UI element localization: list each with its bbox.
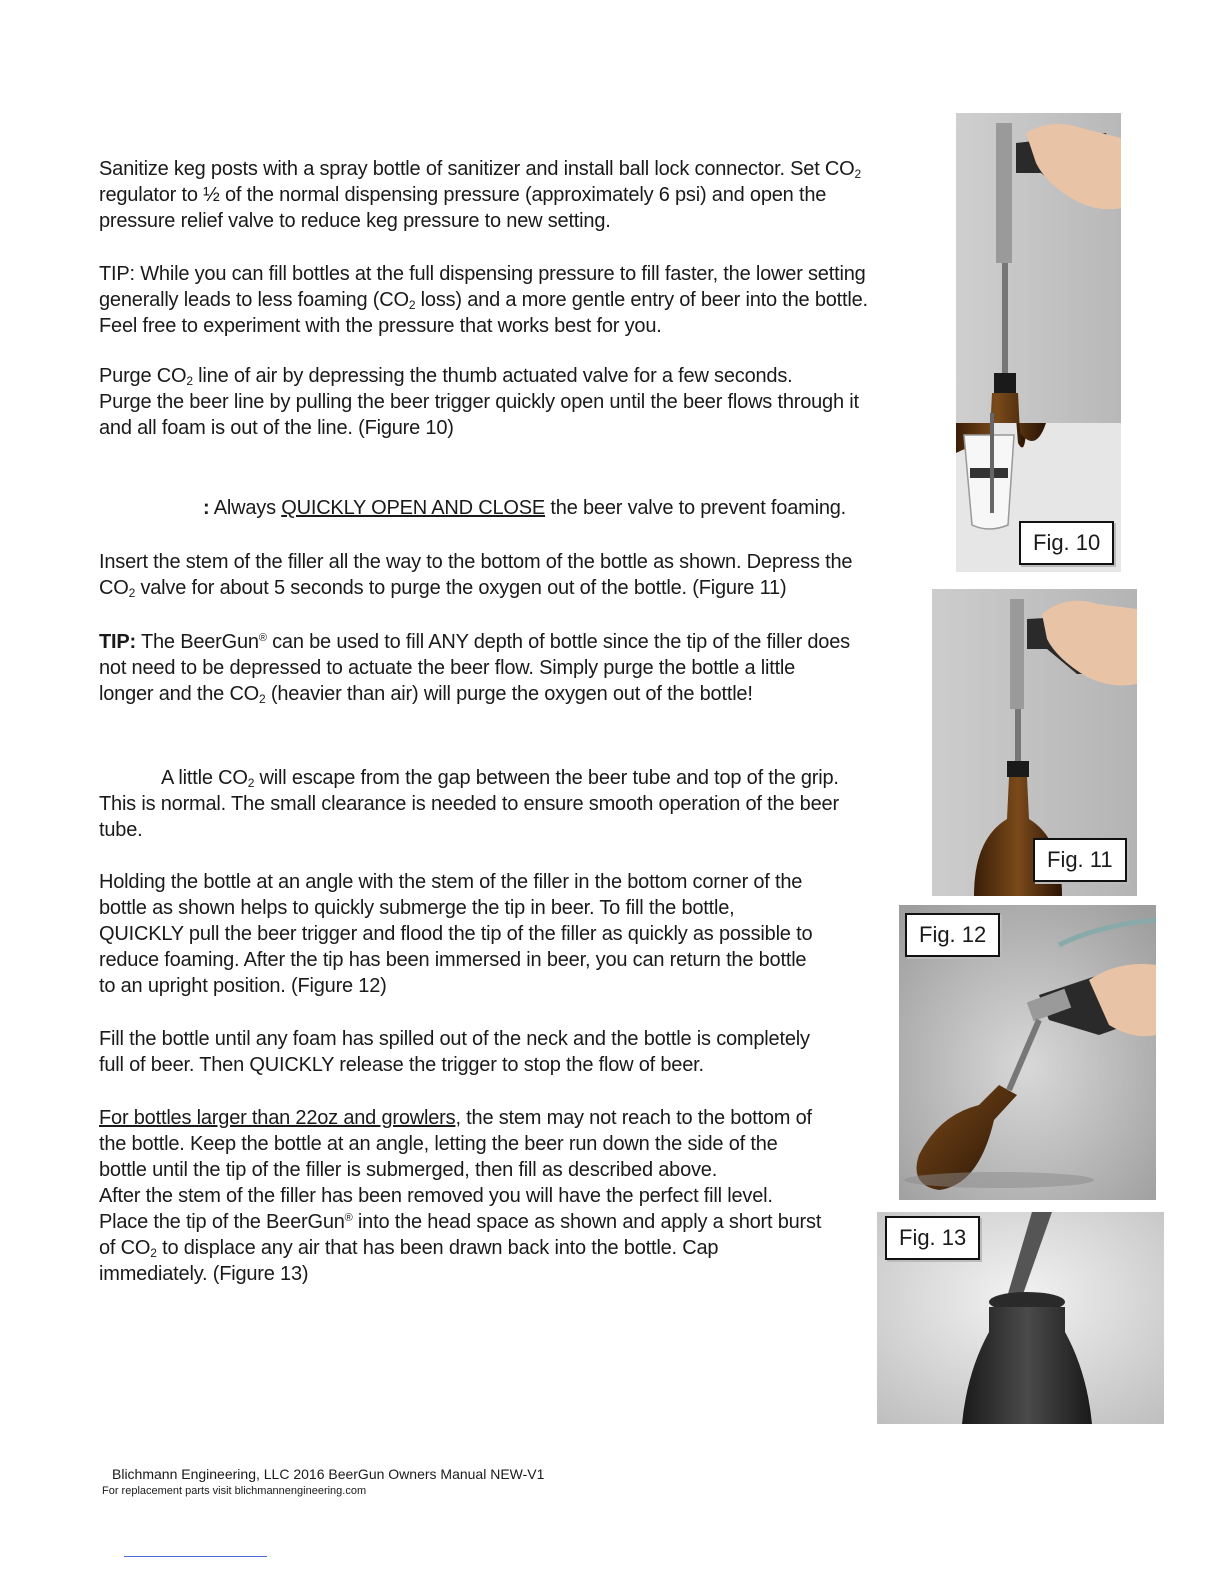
figure-12-label: Fig. 12 <box>905 913 1000 957</box>
text-line: bottle until the tip of the filler is submerged, then fill as described above. <box>99 1159 718 1181</box>
footer-company: Blichmann Engineering, LLC 2016 BeerGun Owners Manual NEW-V1 <box>112 1466 545 1482</box>
subscript: 2 <box>259 692 266 706</box>
text-run: of CO <box>99 1237 151 1259</box>
subscript: 2 <box>408 298 416 312</box>
registered-mark: ® <box>258 632 267 644</box>
figure-11-label: Fig. 11 <box>1033 838 1127 882</box>
text-run: CO <box>99 577 129 599</box>
text-run: , the stem may not reach to the bottom of <box>455 1107 812 1129</box>
text-run: to displace any air that has been drawn back into the bottle. Cap <box>156 1237 719 1259</box>
text-line: QUICKLY pull the beer trigger and flood the tip of the filler as quickly as possible to <box>99 923 813 945</box>
paragraph-escape <box>99 765 839 843</box>
text-line: to an upright position. (Figure 12) <box>99 975 387 997</box>
paragraph-tip-depth <box>99 629 850 707</box>
figure-10-label: Fig. 10 <box>1019 521 1114 565</box>
text-run: into the head space as shown and apply a short burst <box>352 1211 822 1233</box>
subscript: 2 <box>150 1246 157 1260</box>
footer-rule <box>124 1556 267 1557</box>
text-line: the bottle. Keep the bottle at an angle, letting the beer run down the side of the <box>99 1133 778 1155</box>
text-line: reduce foaming. After the tip has been immersed in beer, you can return the bottle <box>99 949 807 971</box>
paragraph-insert-stem <box>99 549 852 601</box>
text-run: Always <box>209 497 282 519</box>
text-run: (heavier than air) will purge the oxygen out of the bottle! <box>265 683 753 705</box>
figure-13-label: Fig. 13 <box>885 1216 980 1260</box>
text-line: bottle as shown helps to quickly submerge the tip in beer. To fill the bottle, <box>99 897 735 919</box>
paragraph-fill-bottle <box>99 1026 810 1078</box>
text-line: Holding the bottle at an angle with the stem of the filler in the bottom corner of the <box>99 871 803 893</box>
text-line: After the stem of the filler has been removed you will have the perfect fill level. <box>99 1185 773 1207</box>
text-run: loss) and a more gentle entry of beer into the bottle. <box>415 289 868 311</box>
figure-10-photo <box>956 113 1121 572</box>
text-line: tube. <box>99 819 143 841</box>
text-run: will escape from the gap between the beer tube and top of the grip. <box>254 767 839 789</box>
text-line: TIP: While you can fill bottles at the full dispensing pressure to fill faster, the lower setting <box>99 263 866 285</box>
text-run: line of air by depressing the thumb actuated valve for a few seconds. <box>192 365 793 387</box>
subscript: 2 <box>247 776 255 790</box>
registered-mark: ® <box>344 1212 353 1224</box>
text-line: full of beer. Then QUICKLY release the trigger to stop the flow of beer. <box>99 1054 704 1076</box>
text-line: regulator to ½ of the normal dispensing pressure (approximately 6 psi) and open the <box>99 184 827 206</box>
subscript: 2 <box>854 167 862 181</box>
paragraph-tip-pressure <box>99 261 868 339</box>
text-run: the beer valve to prevent foaming. <box>545 497 847 519</box>
figure-10-image <box>956 113 1121 572</box>
paragraph-holding-angle <box>99 869 812 999</box>
text-run: The BeerGun <box>135 631 259 653</box>
text-run: Purge CO <box>99 365 187 387</box>
paragraph-purge <box>99 363 859 441</box>
paragraph-note-valve <box>203 495 846 521</box>
text-run: A little CO <box>161 767 248 789</box>
text-run: Sanitize keg posts with a spray bottle of sanitizer and install ball lock connector. Set CO <box>99 158 855 180</box>
paragraph-sanitize <box>99 156 861 234</box>
subscript: 2 <box>186 374 193 388</box>
text-run: valve for about 5 seconds to purge the oxygen out of the bottle. (Figure 11) <box>135 577 787 599</box>
text-line: pressure relief valve to reduce keg pressure to new setting. <box>99 210 611 232</box>
text-line: Fill the bottle until any foam has spilled out of the neck and the bottle is completely <box>99 1028 810 1050</box>
text-run: generally leads to less foaming (CO <box>99 289 409 311</box>
footer-replacement-parts: For replacement parts visit blichmannengineering.com <box>102 1485 367 1497</box>
text-line: Feel free to experiment with the pressure that works best for you. <box>99 315 662 337</box>
paragraph-growlers <box>99 1105 821 1287</box>
text-run: can be used to fill ANY depth of bottle since the tip of the filler does <box>266 631 850 653</box>
text-line: and all foam is out of the line. (Figure 10) <box>99 417 454 439</box>
text-run: longer and the CO <box>99 683 260 705</box>
tip-label: TIP: <box>99 631 136 653</box>
underlined-text: For bottles larger than 22oz and growlers <box>99 1107 456 1129</box>
underlined-text: QUICKLY OPEN AND CLOSE <box>281 497 546 519</box>
text-run: Place the tip of the BeerGun <box>99 1211 345 1233</box>
text-line: immediately. (Figure 13) <box>99 1263 309 1285</box>
text-line: not need to be depressed to actuate the beer flow. Simply purge the bottle a little <box>99 657 796 679</box>
text-line: This is normal. The small clearance is needed to ensure smooth operation of the beer <box>99 793 839 815</box>
note-colon: : <box>203 497 210 519</box>
text-line: Purge the beer line by pulling the beer trigger quickly open until the beer flows through it <box>99 391 859 413</box>
text-line: Insert the stem of the filler all the way to the bottom of the bottle as shown. Depress the <box>99 551 853 573</box>
subscript: 2 <box>128 586 136 600</box>
